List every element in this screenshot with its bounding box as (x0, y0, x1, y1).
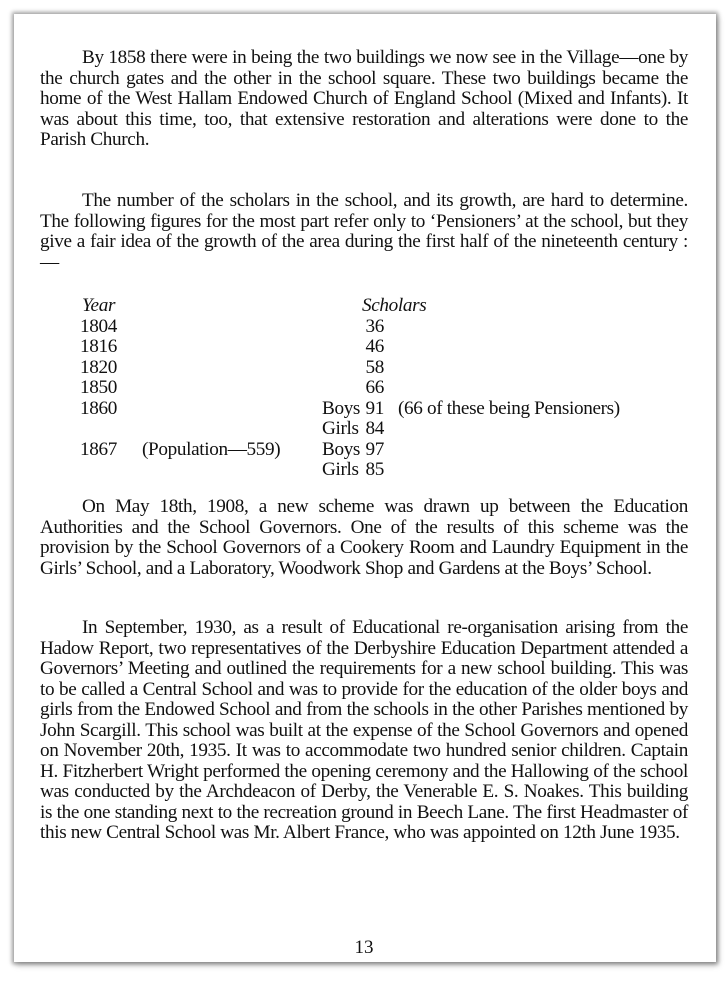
row-count: 66 (365, 377, 384, 398)
table-row (40, 440, 688, 461)
row-year: 1850 (80, 377, 117, 398)
paragraph-scholars-growth: The number of the scholars in the school, and its growth, are hard to determine. The following figures for the most part refer only to ‘Pensioners’ at the school, but they give a fair idea of the growth of the area during the first half of the nineteenth century :— (40, 190, 688, 273)
row-count: 85 (365, 459, 384, 480)
row-year: 1816 (80, 336, 117, 357)
table-row (40, 337, 688, 358)
table-row (40, 460, 688, 481)
row-year: 1860 (80, 397, 117, 419)
header-scholars: Scholars (362, 295, 427, 316)
page-number: 13 (354, 937, 374, 958)
row-note: (Population—559) (142, 438, 281, 460)
table-row (40, 378, 688, 399)
paragraph-1908-scheme: On May 18th, 1908, a new scheme was drawn up between the Education Authorities and the School Governors. One of the results of this scheme was the provision by the School Governors of a Cookery Room and Laundry Equipment in the Girls’ School, and a Laboratory, Woodwork Shop and Gardens at the Boys’ School. (40, 496, 688, 579)
row-sex: Girls (322, 459, 359, 480)
paragraph-1930-central-school: In September, 1930, as a result of Educational re-organisation arising from the Hadow Report, two representatives of the Derbyshire Education Department attended a Governors’ Meeting and outlined the requirements for a new school building. This was to be called a Central School and was to provide for the education of the older boys and girls from the Endowed School and from the schools in the other Parishes mentioned by John Scargill. This school was built at the expense of the School Governors and opened on November 20th, 1935. It was to accommodate two hundred senior children. Captain H. Fitzherbert Wright performed the opening ceremony and the Hallowing of the school was conducted by the Archdeacon of Derby, the Venerable E. S. Noakes. This building is the one standing next to the recreation ground in Beech Lane. The first Headmaster of this new Central School was Mr. Albert France, who was appointed on 12th June 1935. (40, 617, 688, 843)
row-year: 1820 (80, 356, 117, 378)
document-page (14, 14, 716, 962)
table-row (40, 317, 688, 338)
header-year: Year (82, 295, 116, 316)
scholars-table (40, 296, 688, 481)
paragraph-1858-buildings: By 1858 there were in being the two buildings we now see in the Village—one by the church gates and the other in the school square. These two buildings became the home of the West Hallam Endowed Church of England School (Mixed and Infants). It was about this time, too, that extensive restoration and alterations were done to the Parish Church. (40, 47, 688, 150)
row-year: 1804 (80, 315, 117, 337)
row-remark: (66 of these being Pensioners) (398, 397, 620, 419)
row-sex: Boys (322, 438, 361, 460)
row-count: 84 (365, 418, 384, 439)
table-row (40, 358, 688, 379)
row-year: 1867 (80, 438, 117, 460)
row-count: 91 (365, 397, 384, 419)
row-count: 36 (365, 315, 384, 337)
row-sex: Girls (322, 418, 359, 439)
table-row (40, 399, 688, 420)
table-header-row (40, 296, 688, 317)
row-count: 46 (365, 336, 384, 357)
row-sex: Boys (322, 397, 361, 419)
table-row (40, 419, 688, 440)
row-count: 97 (365, 438, 384, 460)
row-count: 58 (365, 356, 384, 378)
